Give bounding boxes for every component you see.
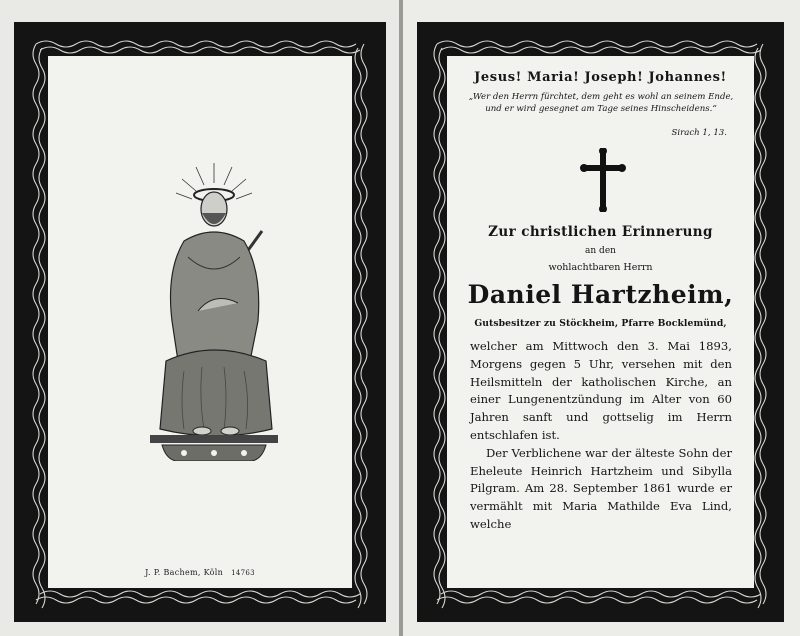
- occupation-line: Gutsbesitzer zu Stöckheim, Pfarre Bocklemünd,: [474, 318, 727, 329]
- scripture-citation: Sirach 1, 13.: [671, 128, 727, 138]
- honorific-line: wohlachtbaren Herrn: [548, 262, 653, 273]
- printer-imprint: [48, 568, 352, 577]
- cross-icon: [580, 148, 626, 212]
- deceased-name: Daniel Hartzheim,: [467, 280, 734, 309]
- seated-christ-crown-of-thorns-icon: [144, 161, 284, 461]
- obituary-text: [470, 338, 732, 534]
- obituary-paragraph-2: Der Verblichene war der älteste Sohn der Eheleute Heinrich Hartzheim und Sibylla Pilgram. Am 28. September 1861 wurde er vermählt mit Maria Mathilde Eva Lind, welche: [470, 445, 732, 531]
- obituary-paragraph-1: welcher am Mittwoch den 3. Mai 1893, Morgens gegen 5 Uhr, versehen mit den Heilsmitteln der katholischen Kirche, an einer Lungenentzündung im Alter von 60 Jahren sanft und gottselig im Herrn entschlafen ist.: [470, 339, 732, 442]
- left-card-panel: [48, 56, 352, 588]
- left-page: [0, 0, 399, 636]
- mourning-border-right: [417, 22, 784, 622]
- right-card-panel: [447, 56, 754, 588]
- invocation: Jesus! Maria! Joseph! Johannes!: [474, 70, 727, 85]
- printer-number: 14763: [231, 569, 255, 577]
- scripture-quote: „Wer den Herrn fürchtet, dem geht es wohl an seinem Ende, und er wird gesegnet am Tage seines Hinscheidens.“: [468, 92, 734, 114]
- an-den-line: an den: [585, 246, 616, 256]
- printer-name: J. P. Bachem, Köln: [145, 568, 224, 577]
- memorial-heading: Zur christlichen Erinnerung: [488, 224, 713, 240]
- mourning-border-left: [14, 22, 386, 622]
